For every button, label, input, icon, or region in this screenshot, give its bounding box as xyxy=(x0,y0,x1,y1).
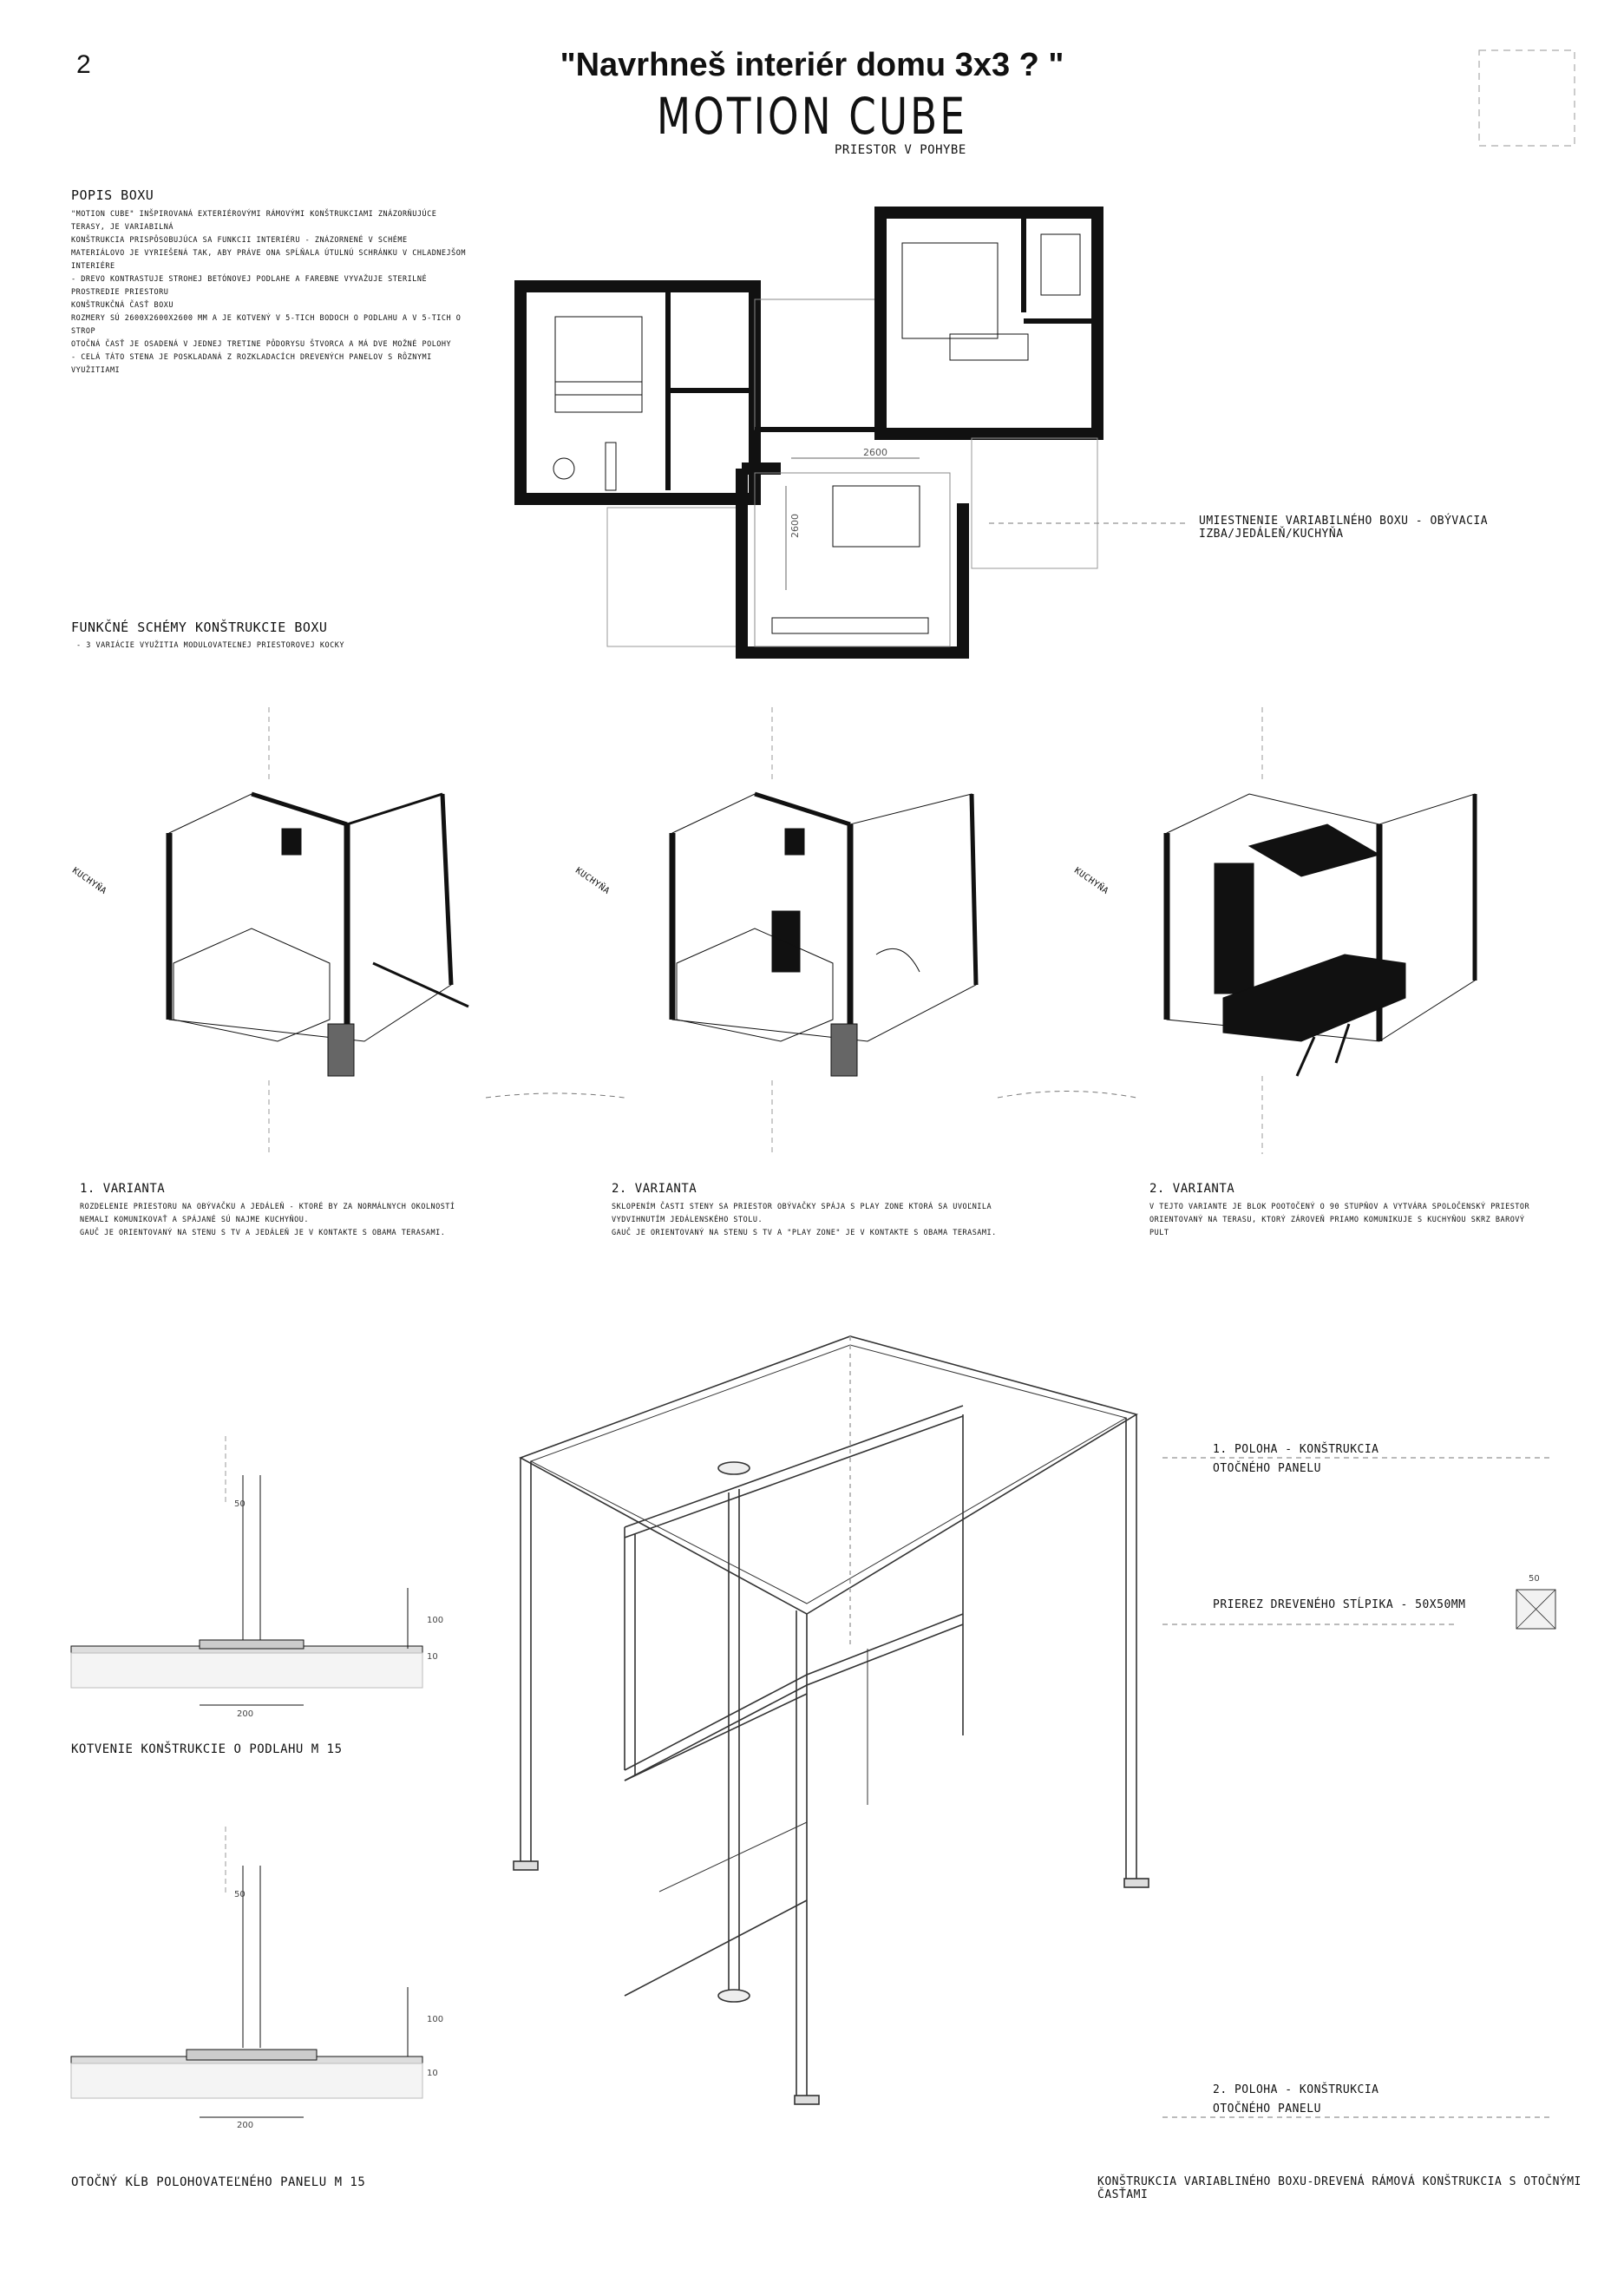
variant-line: GAUČ JE ORIENTOVANÝ NA STENU S TV A JEDÁLEŇ JE V KONTAKTE S OBAMA TERASAMI. xyxy=(80,1229,446,1237)
anchor-caption: KOTVENIE KONŠTRUKCIE O PODLAHU M 15 xyxy=(71,1742,343,1756)
variant-1-description xyxy=(80,1201,488,1240)
variant-line: GAUČ JE ORIENTOVANÝ NA STENU S TV A "PLAY ZONE" JE V KONTAKTE S OBAMA TERASAMI. xyxy=(612,1229,997,1237)
anchor-detail-drawing xyxy=(71,1436,422,1705)
schemes-subheading: - 3 VARIÁCIE VYUŽITIA MODULOVATEĽNEJ PRIESTOROVEJ KOCKY xyxy=(76,641,344,650)
construction-caption: KONŠTRUKCIA VARIABLINÉHO BOXU-DREVENÁ RÁMOVÁ KONŠTRUKCIA S OTOČNÝMI ČASŤAMI xyxy=(1097,2175,1581,2201)
variant-line: ORIENTOVANÝ NA TERASU, KTORÝ ZÁROVEŇ PRIAMO KOMUNIKUJE S KUCHYŇOU SKRZ BAROVÝ xyxy=(1149,1216,1525,1224)
variant-line: V TEJTO VARIANTE JE BLOK POOTOČENÝ O 90 STUPŇOV A VYTVÁRA SPOLOČENSKÝ PRIESTOR xyxy=(1149,1203,1530,1211)
variant-line: NEMALI KOMUNIKOVAŤ A SPÁJANÉ SÚ NAJME KUCHYŇOU. xyxy=(80,1216,310,1224)
description-line: - CELÁ TÁTO STENA JE POSKLADANÁ Z ROZKLADACÍCH DREVENÝCH PANELOV S RÔZNYMI VYUŽITIAMI xyxy=(71,353,432,375)
description-line: KONŠTRUKCIA PRISPÔSOBUJÚCA SA FUNKCII INTERIÉRU - ZNÁZORNENÉ V SCHÉME xyxy=(71,236,408,245)
description-line: KONŠTRUKČNÁ ČASŤ BOXU xyxy=(71,301,174,310)
variant-2-title: 2. VARIANTA xyxy=(612,1182,697,1196)
post-section-dim: 50 xyxy=(1529,1574,1540,1584)
project-name: MOTION CUBE xyxy=(656,87,968,146)
page-number: 2 xyxy=(76,50,91,79)
stamp-box xyxy=(1479,50,1575,146)
anchor-dim-10: 10 xyxy=(427,1652,438,1662)
variant-1-drawing xyxy=(169,707,468,1154)
description-line: MATERIÁLOVO JE VYRIEŠENÁ TAK, ABY PRÁVE ONA SPĹŇALA ÚTULNÚ SCHRÁNKU V CHLADNEJŠOM INTERIÉRE xyxy=(71,249,467,271)
plan-dim-vertical: 2600 xyxy=(789,514,801,538)
variant-3-text xyxy=(1149,1182,1549,1240)
hinge-detail-drawing xyxy=(71,1827,422,2117)
schemes-heading: FUNKČNÉ SCHÉMY KONŠTRUKCIE BOXU xyxy=(71,620,328,635)
variant-3-description xyxy=(1149,1201,1549,1240)
anchor-dim-50: 50 xyxy=(234,1499,246,1509)
description-line: - DREVO KONTRASTUJE STROHEJ BETÓNOVEJ PODLAHE A FAREBNE VYVAŽUJE STERILNÉ PROSTREDIE PRIESTORU xyxy=(71,275,428,297)
variant-line: ROZDELENIE PRIESTORU NA OBÝVAČKU A JEDÁLEŇ - KTORÉ BY ZA NORMÁLNYCH OKOLNOSTÍ xyxy=(80,1203,455,1211)
kitchen-label-1: KUCHYŇA xyxy=(69,865,108,897)
hinge-dim-200: 200 xyxy=(237,2121,254,2130)
hinge-dim-100: 100 xyxy=(427,2015,444,2024)
tagline: PRIESTOR V POHYBE xyxy=(835,143,966,157)
variant-link-2 xyxy=(998,1092,1136,1099)
position1-label: 1. POLOHA - KONŠTRUKCIA OTOČNÉHO PANELU xyxy=(1213,1443,1379,1475)
post-section-label: PRIEREZ DREVENÉHO STĹPIKA - 50X50MM xyxy=(1213,1598,1466,1611)
variant-3-drawing xyxy=(1167,707,1475,1154)
variant-2-text xyxy=(612,1182,1019,1240)
variant-1-title: 1. VARIANTA xyxy=(80,1182,166,1196)
variant-link-1 xyxy=(486,1093,625,1098)
variant-line: PULT xyxy=(1149,1229,1169,1237)
floor-plan xyxy=(521,213,1097,653)
anchor-dim-100: 100 xyxy=(427,1616,444,1625)
position2-label: 2. POLOHA - KONŠTRUKCIA OTOČNÉHO PANELU xyxy=(1213,2083,1379,2116)
anchor-dim-200: 200 xyxy=(237,1709,254,1719)
variant-2-description xyxy=(612,1201,1019,1240)
kitchen-label-2: KUCHYŇA xyxy=(573,865,612,897)
hinge-caption: OTOČNÝ KĹB POLOHOVATEĽNÉHO PANELU M 15 xyxy=(71,2175,366,2189)
description-heading: POPIS BOXU xyxy=(71,187,154,203)
frame-construction-drawing xyxy=(514,1336,1149,2104)
description-line: ROZMERY SÚ 2600X2600X2600 MM A JE KOTVENÝ V 5-TICH BODOCH O PODLAHU A V 5-TICH O STROP xyxy=(71,314,462,336)
description-line: OTOČNÁ ČASŤ JE OSADENÁ V JEDNEJ TRETINE PÔDORYSU ŠTVORCA A MÁ DVE MOŽNÉ POLOHY xyxy=(71,340,452,349)
variant-line: SKLOPENÍM ČASTI STENY SA PRIESTOR OBÝVAČKY SPÁJA S PLAY ZONE KTORÁ SA UVOĽNILA xyxy=(612,1203,992,1211)
kitchen-label-3: KUCHYŇA xyxy=(1071,865,1110,897)
main-title: "Navrhneš interiér domu 3x3 ? " xyxy=(560,47,1064,83)
description-line: "MOTION CUBE" INŠPIROVANÁ EXTERIÉROVÝMI RÁMOVÝMI KONŠTRUKCIAMI ZNÁZORŇUJÚCE TERASY, JE VARIABILNÁ xyxy=(71,210,437,232)
plan-caption: UMIESTNENIE VARIABILNÉHO BOXU - OBÝVACIA IZBA/JEDÁLEŇ/KUCHYŇA xyxy=(1199,515,1489,541)
hinge-dim-50: 50 xyxy=(234,1890,246,1899)
variant-2-drawing xyxy=(672,707,976,1154)
variant-3-title: 2. VARIANTA xyxy=(1149,1182,1235,1196)
hinge-dim-10: 10 xyxy=(427,2069,438,2078)
post-section-drawing xyxy=(1516,1590,1555,1629)
plan-dim-horizontal: 2600 xyxy=(863,447,887,458)
variant-1-text xyxy=(80,1182,488,1240)
variant-line: VYDVIHNUTÍM JEDÁLENSKÉHO STOLU. xyxy=(612,1216,763,1224)
